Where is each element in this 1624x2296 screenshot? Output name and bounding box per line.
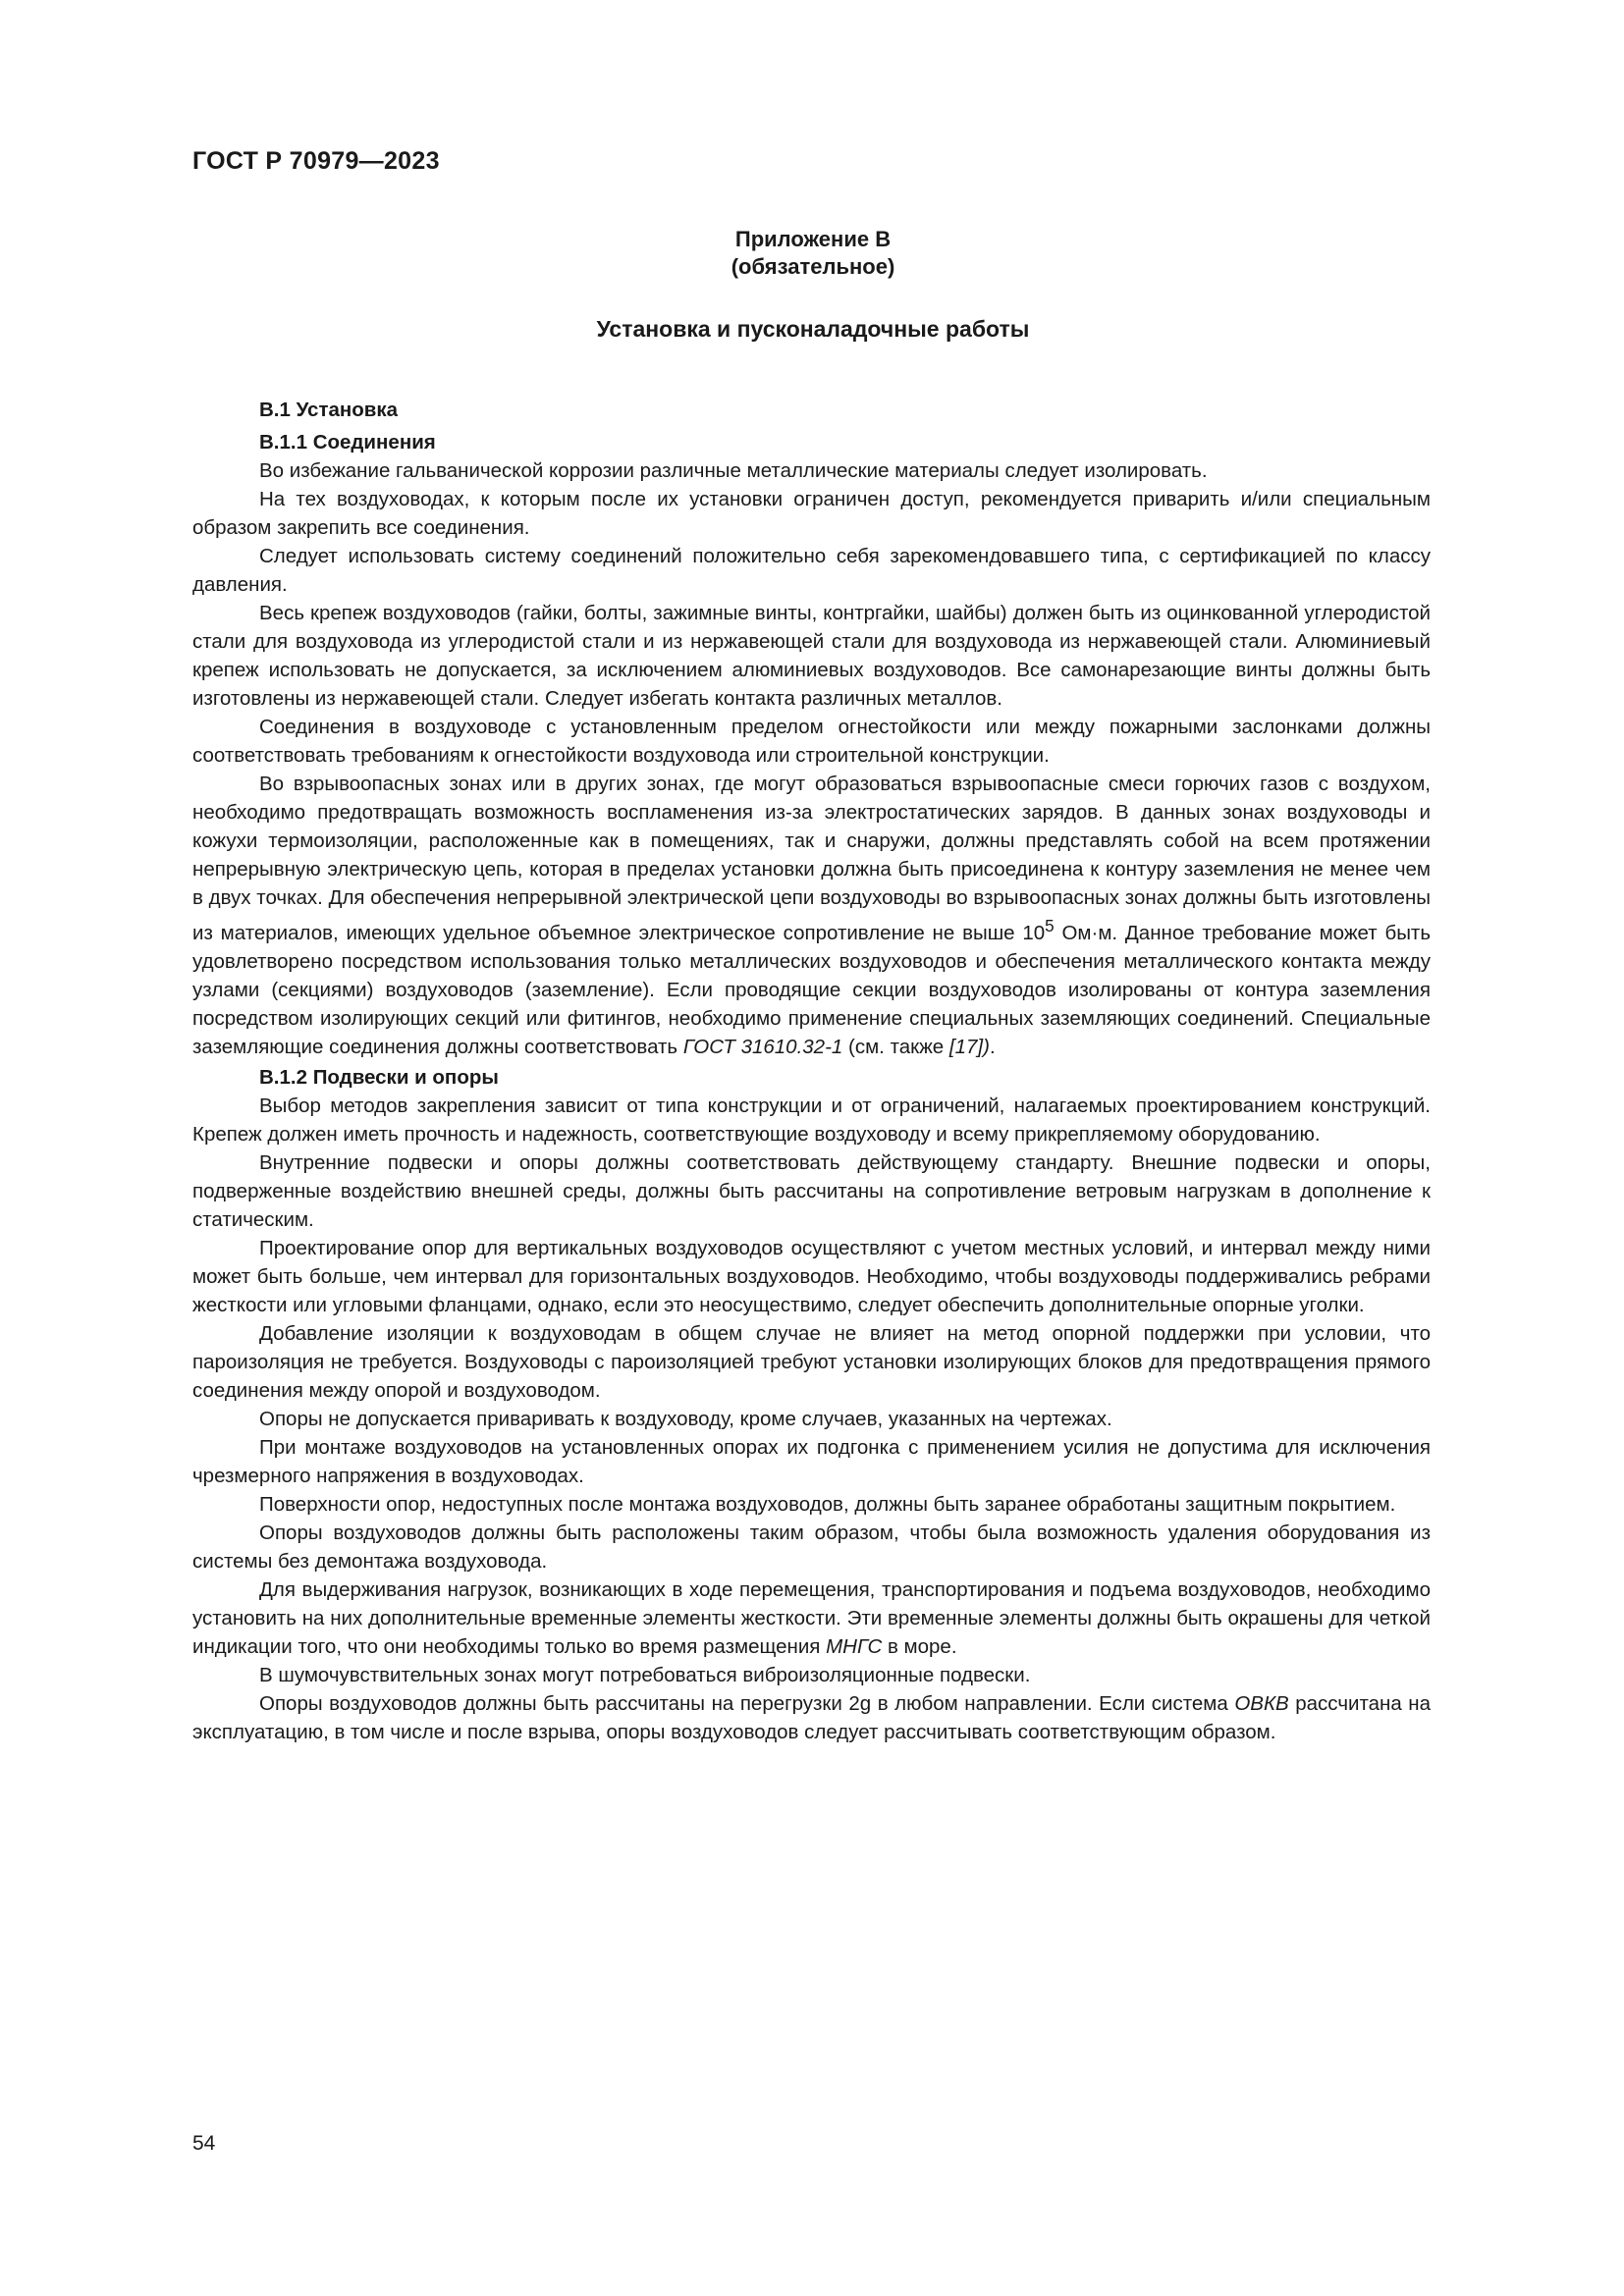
paragraph: Следует использовать систему соединений положительно себя зарекомендовавшего типа, с сертификацией по классу давления. xyxy=(192,545,1431,596)
paragraph xyxy=(192,770,1431,1061)
paragraph: Весь крепеж воздуховодов (гайки, болты, зажимные винты, контргайки, шайбы) должен быть из оцинкованной углеродистой стали для воздуховода из углеродистой стали и из нержавеющей стали для воздуховода из нержавеющей стали. Алюминиевый крепеж использовать не допускается, за исключением алюминиевых воздуховодов. Все самонарезающие винты должны быть изготовлены из нержавеющей стали. Следует избегать контакта различных металлов. xyxy=(192,602,1431,710)
bibliography-reference: [17]) xyxy=(948,1035,990,1058)
paragraph: Внутренние подвески и опоры должны соответствовать действующему стандарту. Внешние подвески и опоры, подверженные воздействию внешней среды, должны быть рассчитаны на сопротивление ветровым нагрузкам в дополнение к статическим. xyxy=(192,1150,1431,1231)
text-run: в море. xyxy=(882,1634,957,1658)
text-run: Ом·м. Данное требование может быть удовлетворено посредством использования только металлических воздуховодов и обеспечения металлического контакта между узлами (секциями) воздуховодов (заземление). Если проводящие секции воздуховодов изолированы от контура заземления посредством изолирующих секций или фитингов, необходимо применение специальных заземляющих соединений. Специальные заземляющие соединения должны соответствовать xyxy=(192,921,1432,1058)
text-run: рассчитана на эксплуатацию, в том числе и после взрыва, опоры воздуховодов следует рассчитывать соответствующим образом. xyxy=(192,1691,1431,1743)
text-run: Для выдерживания нагрузок, возникающих в ходе перемещения, транспортирования и подъема воздуховодов, необходимо установить на них дополнительные временные элементы жесткости. Эти временные элементы должны быть окрашены для четкой индикации того, что они необходимы только во время размещения xyxy=(192,1577,1431,1658)
text-run: (см. также xyxy=(842,1035,949,1058)
document-body xyxy=(192,396,1431,1746)
section-heading-b11: В.1.1 Соединения xyxy=(259,431,436,454)
appendix-label: Приложение В xyxy=(734,227,892,251)
paragraph: На тех воздуховодах, к которым после их установки ограничен доступ, рекомендуется приварить и/или специальным образом закрепить все соединения. xyxy=(192,488,1431,539)
paragraph: Опоры не допускается приваривать к воздуховоду, кроме случаев, указанных на чертежах. xyxy=(259,1407,1112,1430)
appendix-title: Установка и пусконаладочные работы xyxy=(596,316,1030,342)
paragraph: Добавление изоляции к воздуховодам в общем случае не влияет на метод опорной поддержки при условии, что пароизоляция не требуется. Воздуховоды с пароизоляцией требуют установки изолирующих блоков для предотвращения прямого соединения между опорой и воздуховодом. xyxy=(192,1321,1431,1402)
paragraph: Выбор методов закрепления зависит от типа конструкции и от ограничений, налагаемых проектированием конструкций. Крепеж должен иметь прочность и надежность, соответствующие воздуховоду и всему прикрепляемому оборудованию. xyxy=(192,1094,1431,1146)
appendix-status: (обязательное) xyxy=(731,254,895,279)
page-number: 54 xyxy=(192,2132,216,2155)
paragraph: При монтаже воздуховодов на установленных опорах их подгонка с применением усилия не допустима для исключения чрезмерного напряжения в воздуховодах. xyxy=(192,1435,1431,1487)
paragraph: Поверхности опор, недоступных после монтажа воздуховодов, должны быть заранее обработаны защитным покрытием. xyxy=(259,1492,1396,1516)
paragraph: Проектирование опор для вертикальных воздуховодов осуществляют с учетом местных условий, и интервал между ними может быть больше, чем интервал для горизонтальных воздуховодов. Необходимо, чтобы воздуховоды поддерживались ребрами жесткости или угловыми фланцами, однако, если это неосуществимо, следует обеспечить дополнительные опорные уголки. xyxy=(192,1236,1431,1316)
paragraph: В шумочувствительных зонах могут потребоваться виброизоляционные подвески. xyxy=(259,1663,1031,1686)
standard-code: ГОСТ Р 70979—2023 xyxy=(192,147,440,175)
text-run: Во взрывоопасных зонах или в других зонах, где могут образоваться взрывоопасные смеси горючих газов с воздухом, необходимо предотвращать возможность воспламенения из-за электростатических зарядов. В данных зонах воздуховоды и кожухи термоизоляции, расположенные как в помещениях, так и снаружи, должны представлять собой на всем протяжении непрерывную электрическую цепь, которая в пределах установки должна быть присоединена к контуру заземления не менее чем в двух точках. Для обеспечения непрерывной электрической цепи воздуховоды во взрывоопасных зонах должны быть изготовлены из материалов, имеющих удельное объемное электрическое сопротивление не выше 10 xyxy=(192,773,1431,944)
paragraph xyxy=(192,1689,1431,1746)
paragraph: Соединения в воздуховоде с установленным пределом огнестойкости или между пожарными заслонками должны соответствовать требованиям к огнестойкости воздуховода или строительной конструкции. xyxy=(192,716,1431,767)
paragraph: Опоры воздуховодов должны быть расположены таким образом, чтобы была возможность удаления оборудования из системы без демонтажа воздуховода. xyxy=(192,1521,1431,1573)
standard-reference: ГОСТ 31610.32-1 xyxy=(682,1035,843,1058)
section-heading-b1: В.1 Установка xyxy=(259,399,399,421)
abbreviation: МНГС xyxy=(826,1634,883,1658)
appendix-heading xyxy=(0,226,1624,281)
exponent: 5 xyxy=(1045,917,1055,935)
paragraph: Во избежание гальванической коррозии различные металлические материалы следует изолировать. xyxy=(259,459,1208,482)
text-run: . xyxy=(989,1035,996,1058)
paragraph xyxy=(192,1575,1431,1661)
text-run: Опоры воздуховодов должны быть рассчитаны на перегрузки 2g в любом направлении. Если система xyxy=(259,1691,1235,1715)
section-heading-b12: В.1.2 Подвески и опоры xyxy=(259,1065,499,1089)
abbreviation: ОВКВ xyxy=(1234,1691,1289,1715)
